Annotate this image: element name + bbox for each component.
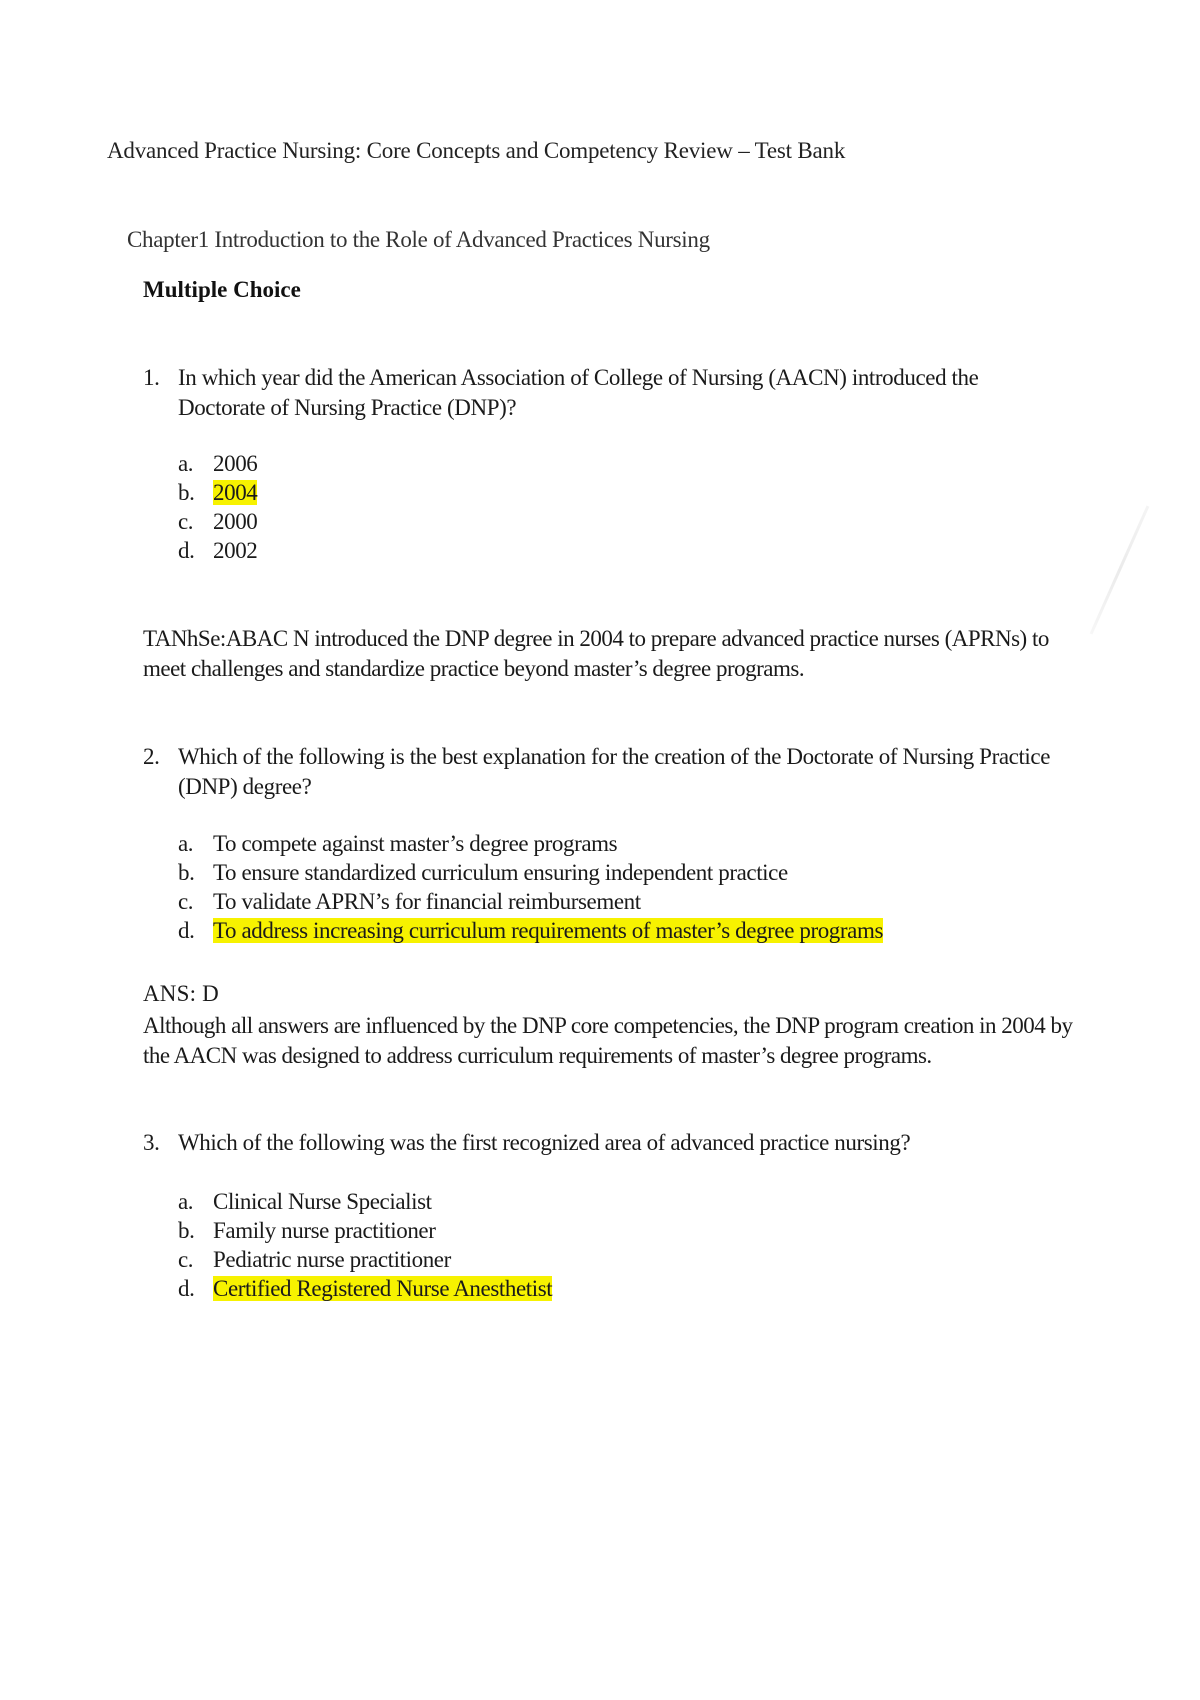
question-1-rationale: TANhSe:ABAC N introduced the DNP degree in 2004 to prepare advanced practice nurses (APRNs) to meet challenges and standardize practice beyond master’s degree programs. <box>143 626 1049 681</box>
question-text: In which year did the American Association of College of Nursing (AACN) introduced the Doctorate of Nursing Practice (DNP)? <box>178 365 979 420</box>
chapter-title: Chapter1 Introduction to the Role of Advanced Practices Nursing <box>127 227 710 252</box>
option-letter: d. <box>178 918 195 943</box>
option-letter: b. <box>178 480 195 505</box>
option-a <box>178 1187 552 1216</box>
option-letter: c. <box>178 1247 194 1272</box>
question-3-options <box>178 1187 552 1303</box>
option-letter: d. <box>178 1276 195 1301</box>
option-text-highlighted: 2004 <box>213 480 258 505</box>
question-number: 3. <box>143 1130 160 1155</box>
document-title: Advanced Practice Nursing: Core Concepts and Competency Review – Test Bank <box>107 138 846 163</box>
option-text: 2006 <box>213 451 258 476</box>
option-d <box>178 536 257 565</box>
option-text: To validate APRN’s for financial reimbursement <box>213 889 641 914</box>
question-text: Which of the following is the best explanation for the creation of the Doctorate of Nursing Practice (DNP) degree? <box>178 744 1051 799</box>
faint-watermark-mark <box>1090 505 1150 634</box>
option-b <box>178 478 257 507</box>
option-text: 2002 <box>213 538 258 563</box>
option-text: Clinical Nurse Specialist <box>213 1189 432 1214</box>
option-a <box>178 829 883 858</box>
option-c <box>178 1245 552 1274</box>
question-1-options <box>178 449 257 565</box>
question-2 <box>143 742 1063 802</box>
section-title: Multiple Choice <box>143 277 301 302</box>
option-text: To ensure standardized curriculum ensuring independent practice <box>213 860 788 885</box>
question-number: 1. <box>143 365 160 390</box>
question-1 <box>143 363 1063 423</box>
option-c <box>178 887 883 916</box>
option-c <box>178 507 257 536</box>
option-a <box>178 449 257 478</box>
question-text: Which of the following was the first recognized area of advanced practice nursing? <box>178 1130 911 1155</box>
question-2-options <box>178 829 883 945</box>
option-d <box>178 1274 552 1303</box>
option-letter: c. <box>178 889 194 914</box>
option-letter: b. <box>178 1218 195 1243</box>
option-letter: a. <box>178 1189 194 1214</box>
option-b <box>178 858 883 887</box>
option-text-highlighted: Certified Registered Nurse Anesthetist <box>213 1276 553 1301</box>
option-letter: c. <box>178 509 194 534</box>
option-d <box>178 916 883 945</box>
question-number: 2. <box>143 744 160 769</box>
option-text: To compete against master’s degree programs <box>213 831 618 856</box>
option-text: Pediatric nurse practitioner <box>213 1247 451 1272</box>
question-2-rationale: Although all answers are influenced by the DNP core competencies, the DNP program creation in 2004 by the AACN was designed to address curriculum requirements of master’s degree programs. <box>143 1013 1073 1068</box>
option-letter: b. <box>178 860 195 885</box>
option-text: Family nurse practitioner <box>213 1218 436 1243</box>
option-text: 2000 <box>213 509 258 534</box>
question-2-answer: ANS: D <box>143 981 219 1006</box>
question-3 <box>143 1128 1063 1158</box>
option-letter: d. <box>178 538 195 563</box>
option-letter: a. <box>178 451 194 476</box>
option-b <box>178 1216 552 1245</box>
option-letter: a. <box>178 831 194 856</box>
option-text-highlighted: To address increasing curriculum requirements of master’s degree programs <box>213 918 884 943</box>
